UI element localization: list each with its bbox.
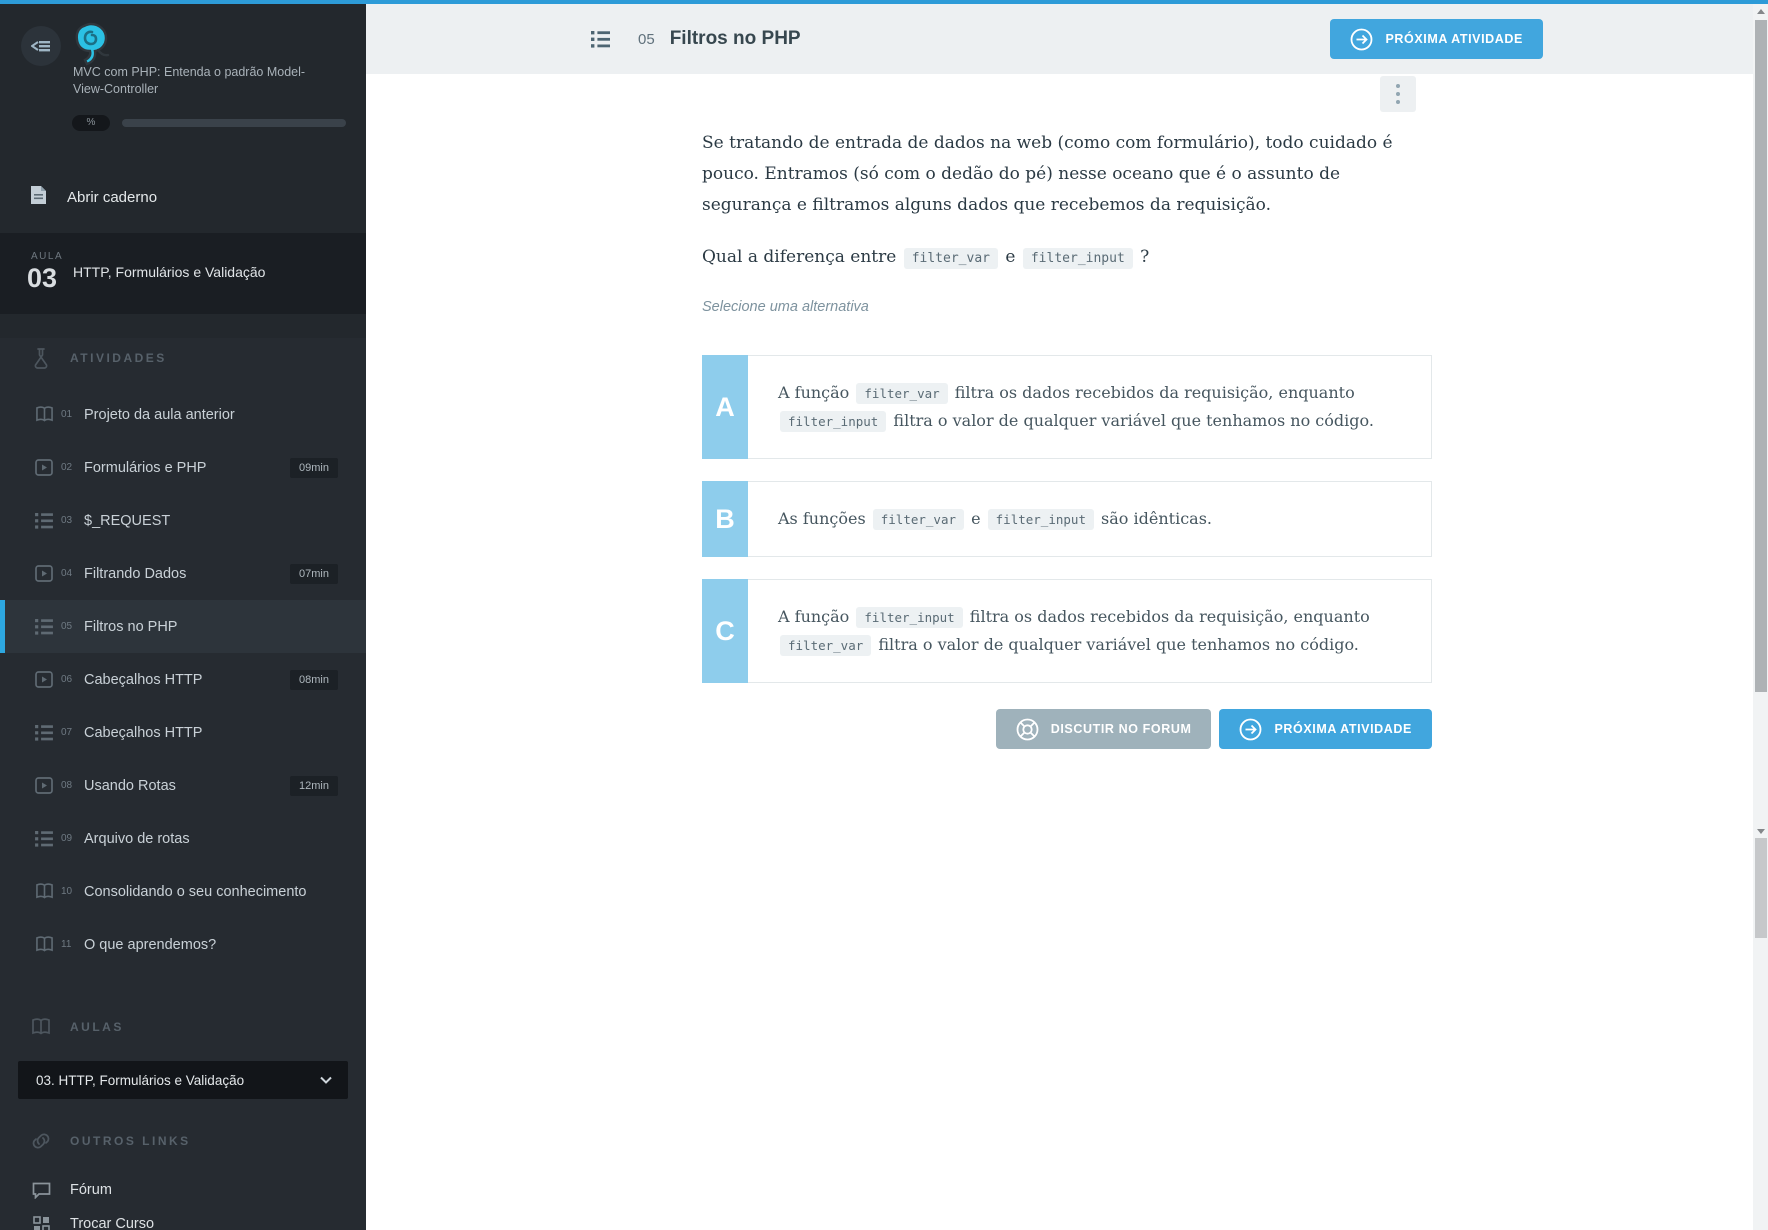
activity-duration-badge: 07min bbox=[290, 564, 338, 584]
aulas-section-label: AULAS bbox=[70, 1020, 124, 1034]
lesson-select-value: 03. HTTP, Formulários e Validação bbox=[36, 1072, 245, 1088]
lesson-frame-scrollbar[interactable] bbox=[1753, 4, 1768, 838]
sidebar-activity-item[interactable] bbox=[0, 918, 366, 971]
activity-item-number: 08 bbox=[61, 780, 73, 791]
alternatives-list bbox=[702, 355, 1432, 683]
book-icon bbox=[30, 1018, 52, 1036]
sidebar-activity-item[interactable] bbox=[0, 547, 366, 600]
other-links-section-label: OUTROS LINKS bbox=[70, 1134, 191, 1148]
sidebar-link-item[interactable] bbox=[0, 1173, 366, 1207]
question-actions bbox=[702, 709, 1432, 749]
inline-code: filter_var bbox=[856, 383, 947, 404]
document-icon bbox=[30, 185, 47, 210]
top-accent-bar bbox=[0, 0, 1768, 4]
open-notebook-button[interactable] bbox=[0, 175, 366, 219]
next-activity-button-bottom[interactable] bbox=[1219, 709, 1432, 749]
sidebar-link-label: Fórum bbox=[70, 1182, 112, 1198]
activity-duration-badge: 08min bbox=[290, 670, 338, 690]
activity-duration-badge: 09min bbox=[290, 458, 338, 478]
scroll-up-arrow-icon[interactable] bbox=[1753, 4, 1768, 18]
sidebar-activity-item[interactable] bbox=[0, 865, 366, 918]
activity-item-number: 09 bbox=[61, 833, 73, 844]
activity-item-label: Consolidando o seu conhecimento bbox=[84, 883, 307, 900]
alternative-option-b[interactable] bbox=[702, 481, 1432, 557]
lifebuoy-icon bbox=[1016, 718, 1039, 741]
current-lesson-block[interactable] bbox=[0, 233, 366, 314]
sidebar-activity-item[interactable] bbox=[0, 388, 366, 441]
inline-code: filter_input bbox=[856, 607, 962, 628]
activities-section-header bbox=[0, 338, 366, 378]
scroll-down-arrow-icon[interactable] bbox=[1753, 824, 1768, 838]
activity-item-label: Cabeçalhos HTTP bbox=[84, 671, 203, 688]
sidebar-activity-item[interactable] bbox=[0, 812, 366, 865]
activity-item-label: Formulários e PHP bbox=[84, 459, 207, 476]
next-activity-label: PRÓXIMA ATIVIDADE bbox=[1274, 722, 1412, 736]
inline-code: filter_input bbox=[780, 411, 886, 432]
sidebar-activity-item[interactable] bbox=[0, 706, 366, 759]
inline-code: filter_var bbox=[873, 509, 964, 530]
activity-item-label: Cabeçalhos HTTP bbox=[84, 724, 203, 741]
sidebar-activities-section bbox=[0, 338, 366, 1230]
activity-number: 05 bbox=[638, 30, 655, 48]
activities-list bbox=[0, 388, 366, 971]
progress-percent-badge: % bbox=[72, 115, 110, 131]
page-title: Filtros no PHP bbox=[669, 28, 801, 49]
collapse-sidebar-button[interactable] bbox=[21, 26, 61, 66]
activity-item-number: 10 bbox=[61, 886, 73, 897]
flask-icon bbox=[30, 348, 52, 369]
next-activity-button-top[interactable] bbox=[1330, 19, 1543, 59]
activity-duration-badge: 12min bbox=[290, 776, 338, 796]
video-icon bbox=[34, 777, 54, 794]
video-icon bbox=[34, 459, 54, 476]
arrow-right-circle-icon bbox=[1239, 718, 1262, 741]
kebab-menu-icon bbox=[1396, 82, 1400, 106]
aulas-section-header bbox=[0, 1007, 366, 1047]
sidebar-link-label: Trocar Curso bbox=[70, 1216, 155, 1230]
activity-item-number: 03 bbox=[61, 515, 73, 526]
list-icon bbox=[34, 513, 54, 529]
collapse-arrow-icon bbox=[31, 38, 51, 54]
course-title: MVC com PHP: Entenda o padrão Model-View-Controller bbox=[73, 65, 306, 96]
inline-code: filter_var bbox=[780, 635, 871, 656]
other-links-section-header bbox=[0, 1121, 366, 1161]
list-icon bbox=[34, 619, 54, 635]
lesson-label: AULA bbox=[31, 251, 64, 262]
book-icon bbox=[34, 406, 54, 423]
option-text: A função filter_input filtra os dados recebidos da requisição, enquanto filter_var filtra o valor de qualquer variável que tenhamos no código. bbox=[748, 579, 1432, 683]
page-scrollbar[interactable] bbox=[1753, 838, 1768, 1230]
option-letter: B bbox=[702, 481, 748, 557]
option-letter: A bbox=[702, 355, 748, 459]
next-activity-label: PRÓXIMA ATIVIDADE bbox=[1385, 32, 1523, 46]
activity-item-label: Usando Rotas bbox=[84, 777, 176, 794]
course-sidebar bbox=[0, 4, 366, 1230]
activity-item-label: Projeto da aula anterior bbox=[84, 406, 235, 423]
lesson-main-area bbox=[366, 4, 1768, 1230]
lesson-select-dropdown[interactable] bbox=[18, 1061, 348, 1099]
progress-bar bbox=[122, 119, 346, 127]
list-icon bbox=[34, 725, 54, 741]
activity-header-bar bbox=[366, 4, 1768, 74]
activity-item-label: Filtros no PHP bbox=[84, 618, 178, 635]
activity-item-label: O que aprendemos? bbox=[84, 936, 217, 953]
lesson-title: HTTP, Formulários e Validação bbox=[73, 264, 266, 280]
question-prompt: Qual a diferença entre filter_var e filter_input ? bbox=[702, 247, 1150, 267]
scrollbar-thumb[interactable] bbox=[1755, 20, 1767, 692]
discuss-forum-label: DISCUTIR NO FORUM bbox=[1050, 722, 1192, 736]
activity-item-label: Filtrando Dados bbox=[84, 565, 187, 582]
activity-item-number: 05 bbox=[61, 621, 73, 632]
arrow-right-circle-icon bbox=[1350, 28, 1373, 51]
activity-item-number: 04 bbox=[61, 568, 73, 579]
video-icon bbox=[34, 565, 54, 582]
scrollbar-thumb[interactable] bbox=[1755, 838, 1767, 938]
course-logo-icon bbox=[70, 20, 116, 68]
book-icon bbox=[34, 883, 54, 900]
other-links-list bbox=[0, 1173, 366, 1230]
activity-item-number: 07 bbox=[61, 727, 73, 738]
question-paragraph: Se tratando de entrada de dados na web (como com formulário), todo cuidado é pouco. Entramos (só com o dedão do pé) nesse oceano que é o assunto de segurança e filtramos alguns dados que recebemos da requisição. bbox=[702, 133, 1393, 215]
inline-code: filter_var bbox=[904, 248, 998, 269]
option-text: A função filter_var filtra os dados recebidos da requisição, enquanto filter_input filtra o valor de qualquer variável que tenhamos no código. bbox=[748, 355, 1432, 459]
more-options-button[interactable] bbox=[1380, 76, 1416, 112]
activity-item-label: $_REQUEST bbox=[84, 512, 171, 529]
activity-list-icon bbox=[591, 31, 610, 48]
list-icon bbox=[34, 831, 54, 847]
inline-code: filter_input bbox=[1023, 248, 1133, 269]
activity-item-number: 02 bbox=[61, 462, 73, 473]
chevron-down-icon bbox=[320, 1071, 332, 1089]
sidebar-activity-item[interactable] bbox=[0, 759, 366, 812]
chat-icon bbox=[30, 1182, 52, 1199]
sidebar-activity-item[interactable] bbox=[0, 494, 366, 547]
inline-code: filter_input bbox=[988, 509, 1094, 530]
activity-item-number: 06 bbox=[61, 674, 73, 685]
sidebar-activity-item[interactable] bbox=[0, 441, 366, 494]
option-letter: C bbox=[702, 579, 748, 683]
course-progress bbox=[72, 115, 346, 131]
question-content bbox=[366, 74, 1768, 749]
option-text: As funções filter_var e filter_input são idênticas. bbox=[748, 481, 1432, 557]
activity-item-label: Arquivo de rotas bbox=[84, 830, 190, 847]
activities-section-label: ATIVIDADES bbox=[70, 351, 167, 365]
sidebar-activity-item[interactable] bbox=[0, 653, 366, 706]
video-icon bbox=[34, 671, 54, 688]
activity-item-number: 01 bbox=[61, 409, 73, 420]
select-alternative-hint: Selecione uma alternativa bbox=[702, 299, 869, 315]
lesson-number: 03 bbox=[27, 263, 58, 293]
sidebar-link-item[interactable] bbox=[0, 1207, 366, 1230]
link-icon bbox=[30, 1132, 52, 1150]
sidebar-activity-item[interactable] bbox=[0, 600, 366, 653]
sidebar-course-header bbox=[0, 4, 366, 233]
alternative-option-a[interactable] bbox=[702, 355, 1432, 459]
discuss-forum-button[interactable] bbox=[996, 709, 1212, 749]
activity-item-number: 11 bbox=[61, 939, 72, 950]
grid-icon bbox=[30, 1216, 52, 1230]
book-icon bbox=[34, 936, 54, 953]
alternative-option-c[interactable] bbox=[702, 579, 1432, 683]
open-notebook-label: Abrir caderno bbox=[67, 188, 158, 206]
